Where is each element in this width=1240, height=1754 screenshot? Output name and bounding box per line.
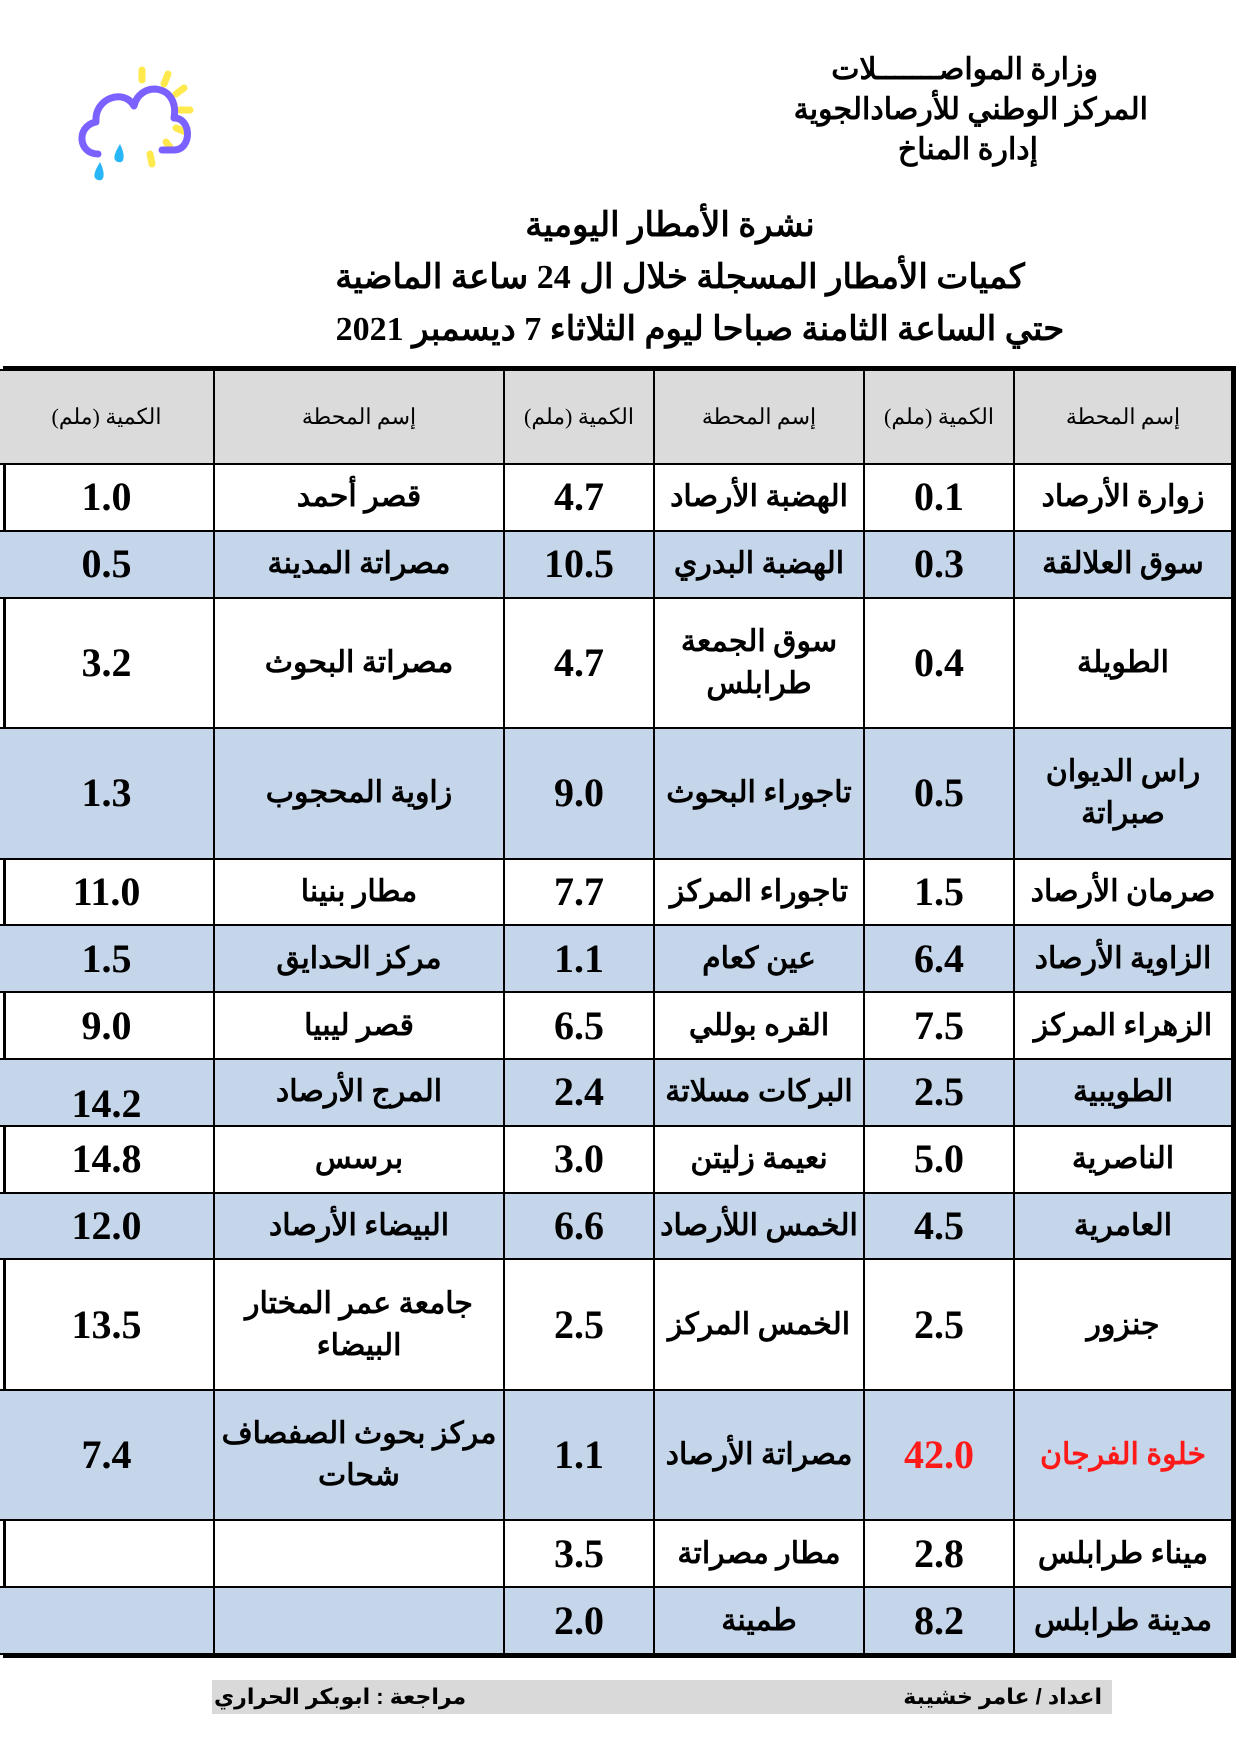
- station-cell: الزهراء المركز: [1014, 992, 1232, 1059]
- amount-cell: [0, 1520, 214, 1587]
- station-cell: الطويلة: [1014, 598, 1232, 729]
- amount-cell: 4.7: [504, 464, 654, 531]
- table-row: [0, 859, 1232, 926]
- station-cell: الناصرية: [1014, 1126, 1232, 1193]
- table-row: [0, 531, 1232, 598]
- station-cell: ميناء طرابلس: [1014, 1520, 1232, 1587]
- station-cell: البركات مسلاتة: [654, 1059, 864, 1126]
- header-station-2: إسم المحطة: [654, 370, 864, 464]
- amount-cell: 12.0: [0, 1193, 214, 1260]
- station-cell: جنزور: [1014, 1259, 1232, 1390]
- amount-cell: 3.5: [504, 1520, 654, 1587]
- station-cell: تاجوراء البحوث: [654, 728, 864, 859]
- amount-cell: 6.4: [864, 925, 1014, 992]
- station-cell: مصراتة البحوث: [214, 598, 504, 729]
- bulletin-titles: [0, 200, 1240, 356]
- amount-cell: 14.2: [0, 1059, 214, 1126]
- station-cell: راس الديوان صبراتة: [1014, 728, 1232, 859]
- amount-cell: 1.0: [0, 464, 214, 531]
- amount-cell: 14.8: [0, 1126, 214, 1193]
- header-amount-1: الكمية (ملم): [864, 370, 1014, 464]
- footer-credits: [212, 1680, 1112, 1714]
- amount-cell: 2.5: [864, 1259, 1014, 1390]
- amount-cell: 9.0: [0, 992, 214, 1059]
- table-row: [0, 598, 1232, 729]
- table-row: [0, 1259, 1232, 1390]
- rain-cloud-sun-icon: [70, 58, 220, 188]
- station-cell: سوق الجمعة طرابلس: [654, 598, 864, 729]
- bulletin-date: حتي الساعة الثامنة صباحا ليوم الثلاثاء 7 ديسمبر 2021: [335, 311, 1065, 348]
- amount-cell: 9.0: [504, 728, 654, 859]
- amount-cell: 0.5: [864, 728, 1014, 859]
- amount-cell: 0.5: [0, 531, 214, 598]
- amount-cell: 4.7: [504, 598, 654, 729]
- station-cell: طمينة: [654, 1587, 864, 1654]
- station-cell: الخمس المركز: [654, 1259, 864, 1390]
- table-row: [0, 1126, 1232, 1193]
- station-cell: مركز بحوث الصفصاف شحات: [214, 1390, 504, 1521]
- table-row: [0, 728, 1232, 859]
- table-row: [0, 1520, 1232, 1587]
- amount-cell: 2.0: [504, 1587, 654, 1654]
- table-row: [0, 992, 1232, 1059]
- station-cell: مدينة طرابلس: [1014, 1587, 1232, 1654]
- table-row: [0, 1059, 1232, 1126]
- amount-cell: 0.3: [864, 531, 1014, 598]
- station-cell: قصر أحمد: [214, 464, 504, 531]
- amount-cell: 1.5: [0, 925, 214, 992]
- organization-header: [728, 50, 1148, 170]
- center-name: المركز الوطني للأرصادالجوية: [793, 93, 1148, 126]
- header-station-1: إسم المحطة: [1014, 370, 1232, 464]
- rainfall-table: [0, 369, 1233, 1655]
- amount-cell-highlight: 42.0: [864, 1390, 1014, 1521]
- header-amount-3: الكمية (ملم): [0, 370, 214, 464]
- amount-cell: 10.5: [504, 531, 654, 598]
- station-cell: الخمس اللأرصاد: [654, 1193, 864, 1260]
- amount-cell: 6.5: [504, 992, 654, 1059]
- amount-cell: 3.2: [0, 598, 214, 729]
- station-cell: صرمان الأرصاد: [1014, 859, 1232, 926]
- station-cell: الهضبة الأرصاد: [654, 464, 864, 531]
- amount-cell: 1.3: [0, 728, 214, 859]
- amount-cell: 0.4: [864, 598, 1014, 729]
- station-cell: قصر ليبيا: [214, 992, 504, 1059]
- amount-cell: 11.0: [0, 859, 214, 926]
- station-cell: القره بوللي: [654, 992, 864, 1059]
- prepared-by: اعداد / عامر خشيبة: [903, 1684, 1102, 1709]
- amount-cell: 7.4: [0, 1390, 214, 1521]
- table-row: [0, 925, 1232, 992]
- amount-cell: [0, 1587, 214, 1654]
- rainfall-table-wrapper: [3, 366, 1236, 1658]
- amount-cell: 8.2: [864, 1587, 1014, 1654]
- station-cell: مصراتة المدينة: [214, 531, 504, 598]
- station-cell: مصراتة الأرصاد: [654, 1390, 864, 1521]
- station-cell-highlight: خلوة الفرجان: [1014, 1390, 1232, 1521]
- amount-cell: 1.5: [864, 859, 1014, 926]
- amount-cell: 6.6: [504, 1193, 654, 1260]
- station-cell: [214, 1520, 504, 1587]
- amount-cell: 1.1: [504, 925, 654, 992]
- station-cell: الطويبية: [1014, 1059, 1232, 1126]
- header-station-3: إسم المحطة: [214, 370, 504, 464]
- bulletin-title: نشرة الأمطار اليومية: [525, 207, 815, 244]
- amount-cell: 7.5: [864, 992, 1014, 1059]
- amount-cell: 4.5: [864, 1193, 1014, 1260]
- station-cell: زوارة الأرصاد: [1014, 464, 1232, 531]
- station-cell: مركز الحدايق: [214, 925, 504, 992]
- reviewed-by: مراجعة : ابوبكر الحراري: [214, 1684, 467, 1709]
- amount-cell: 5.0: [864, 1126, 1014, 1193]
- amount-cell: 2.4: [504, 1059, 654, 1126]
- amount-cell: 13.5: [0, 1259, 214, 1390]
- station-cell: الهضبة البدري: [654, 531, 864, 598]
- station-cell: برسس: [214, 1126, 504, 1193]
- department-name: إدارة المناخ: [897, 133, 1038, 166]
- bulletin-subtitle: كميات الأمطار المسجلة خلال ال 24 ساعة الماضية: [335, 259, 1025, 296]
- station-cell: سوق العلالقة: [1014, 531, 1232, 598]
- table-header-row: [0, 370, 1232, 464]
- amount-cell: 2.5: [504, 1259, 654, 1390]
- table-row: [0, 464, 1232, 531]
- ministry-name: وزارة المواصـــــــلات: [831, 53, 1098, 86]
- amount-cell: 3.0: [504, 1126, 654, 1193]
- header-amount-2: الكمية (ملم): [504, 370, 654, 464]
- station-cell: المرج الأرصاد: [214, 1059, 504, 1126]
- station-cell: زاوية المحجوب: [214, 728, 504, 859]
- amount-cell: 0.1: [864, 464, 1014, 531]
- station-cell: نعيمة زليتن: [654, 1126, 864, 1193]
- table-row: [0, 1587, 1232, 1654]
- station-cell: [214, 1587, 504, 1654]
- station-cell: الزاوية الأرصاد: [1014, 925, 1232, 992]
- amount-cell: 7.7: [504, 859, 654, 926]
- table-row: [0, 1390, 1232, 1521]
- station-cell: العامرية: [1014, 1193, 1232, 1260]
- amount-cell: 2.5: [864, 1059, 1014, 1126]
- station-cell: البيضاء الأرصاد: [214, 1193, 504, 1260]
- station-cell: تاجوراء المركز: [654, 859, 864, 926]
- amount-cell: 2.8: [864, 1520, 1014, 1587]
- station-cell: جامعة عمر المختار البيضاء: [214, 1259, 504, 1390]
- station-cell: عين كعام: [654, 925, 864, 992]
- station-cell: مطار بنينا: [214, 859, 504, 926]
- station-cell: مطار مصراتة: [654, 1520, 864, 1587]
- amount-cell: 1.1: [504, 1390, 654, 1521]
- table-row: [0, 1193, 1232, 1260]
